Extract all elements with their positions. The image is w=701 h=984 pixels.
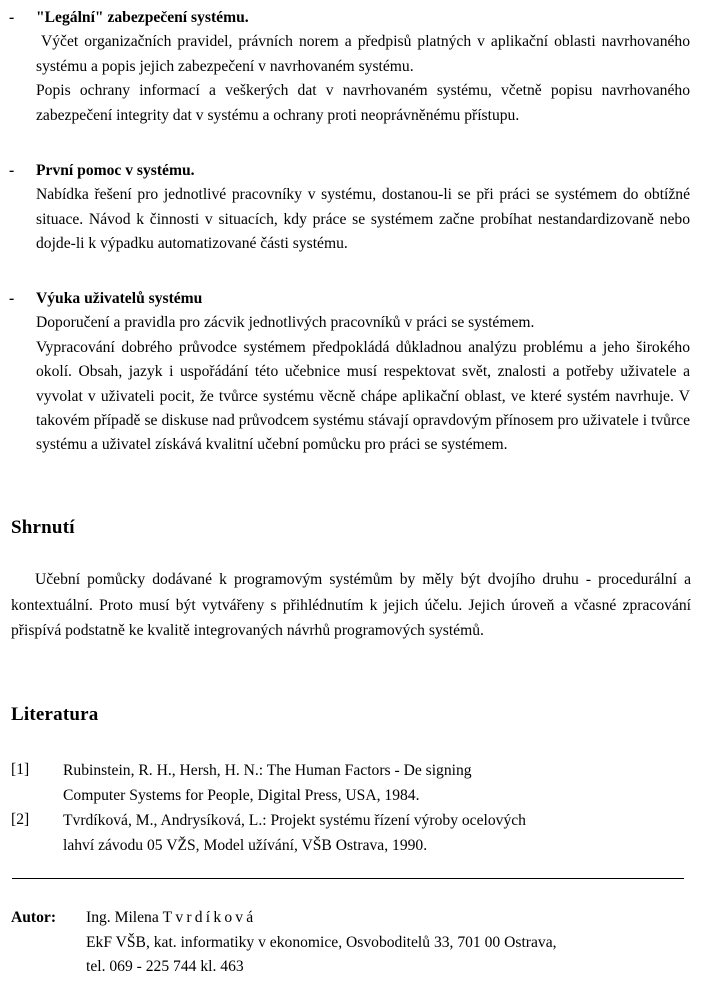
bullet-dash: -: [9, 290, 15, 307]
bullet-dash: -: [9, 9, 15, 26]
reference-line: Tvrdíková, M., Andrysíková, L.: Projekt systému řízení výroby ocelových: [63, 812, 526, 829]
author-phone: tel. 069 - 225 744 kl. 463: [86, 958, 244, 975]
literature-title: Literatura: [11, 704, 99, 725]
author-title: Ing. Milena: [86, 909, 159, 926]
author-surname: Tvrdíková: [162, 909, 257, 926]
reference-line: Computer Systems for People, Digital Press, USA, 1984.: [63, 787, 420, 804]
reference-item: [63, 758, 683, 808]
author-label: Autor:: [11, 909, 57, 926]
section-first-aid: [36, 159, 690, 257]
paragraph: Popis ochrany informací a veškerých dat v navrhovaném systému, včetně popisu navrhovaného zabezpečení integrity dat v systému a ochrany proti neoprávněnému přístupu.: [36, 82, 690, 124]
reference-number: [1]: [11, 761, 30, 778]
reference-item: [63, 808, 683, 858]
author-affiliation: EkF VŠB, kat. informatiky v ekonomice, Osvoboditelů 33, 701 00 Ostrava,: [86, 933, 557, 951]
author-info: [86, 906, 696, 980]
author-name: [86, 906, 696, 931]
paragraph: Výčet organizačních pravidel, právních norem a předpisů platných v aplikační oblasti navrhovaného systému a popis jejich zabezpečení v navrhovaném systému.: [36, 33, 690, 75]
bullet-dash: -: [9, 162, 15, 179]
reference-line: lahví závodu 05 VŽS, Model užívání, VŠB Ostrava, 1990.: [63, 837, 428, 854]
section-legal-security: [36, 6, 690, 128]
summary-title: Shrnutí: [11, 517, 75, 538]
paragraph: Vypracování dobrého průvodce systémem předpokládá důkladnou analýzu problému a jeho širokého okolí. Obsah, jazyk i uspořádání této učebnice musí respektovat svět, znalosti a potřeby uživatele a vyvolat v uživateli pocit, že tvůrce systému věcně chápe aplikační oblast, ve které systém navrhuje. V takovém případě se diskuse nad průvodcem systému stávají opravdovým přínosem pro uživatele i tvůrce systému a uživatel získává kvalitní učební pomůcku pro práci se systémem.: [36, 338, 690, 454]
reference-number: [2]: [11, 811, 30, 828]
section-heading: První pomoc v systému.: [36, 162, 195, 179]
reference-line: Rubinstein, R. H., Hersh, H. N.: The Human Factors - De signing: [63, 762, 472, 779]
summary-text: Učební pomůcky dodávané k programovým systémům by měly být dvojího druhu - procedurální a kontextuální. Proto musí být vytvářeny s přihlédnutím k jejich účelu. Jejich úroveň a včasné zpracování přispívá podstatně ke kvalitě integrovaných návrhů programových systémů.: [11, 571, 691, 639]
separator-line: [12, 878, 684, 879]
section-heading: "Legální" zabezpečení systému.: [36, 9, 249, 26]
section-user-training: [36, 287, 690, 458]
paragraph: Nabídka řešení pro jednotlivé pracovníky v systému, dostanou-li se při práci se systémem do obtížné situace. Návod k činnosti v situacích, kdy práce se systémem začne probíhat nestandardizovaně nebo dojde-li k výpadku automatizované části systému.: [36, 186, 690, 253]
section-heading: Výuka uživatelů systému: [36, 290, 203, 307]
paragraph: Doporučení a pravidla pro zácvik jednotlivých pracovníků v práci se systémem.: [36, 314, 535, 332]
